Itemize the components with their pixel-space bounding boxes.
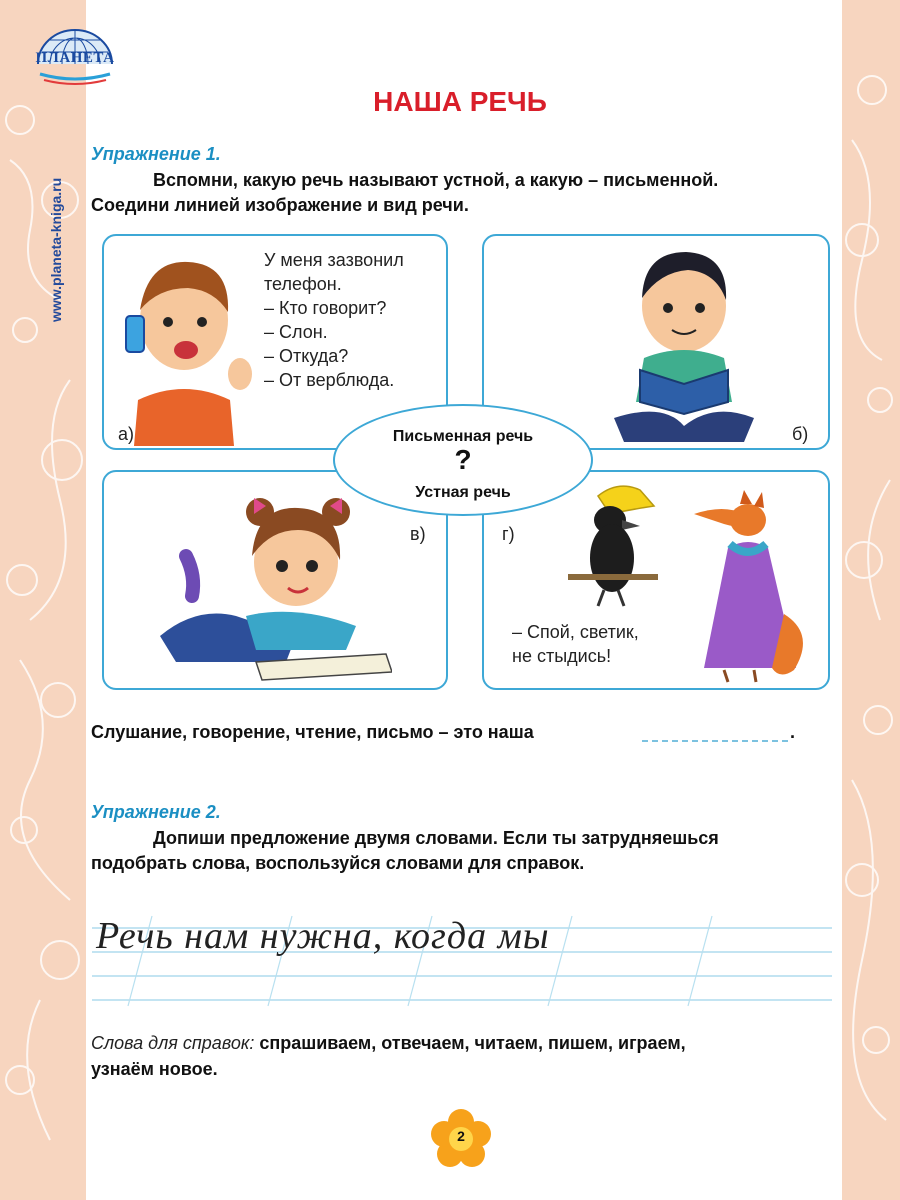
dialogue-line: – От верблюда. [264,370,395,390]
instruction-line: Соедини линией изображение и вид речи. [91,195,469,215]
logo-text: ПЛАНЕТА [35,50,115,66]
dialogue-line: У меня зазвонил [264,250,404,270]
instruction-line: подобрать слова, воспользуйся словами для справок. [91,853,585,873]
dialogue-line: – Откуда? [264,346,349,366]
right-ornament-border [842,0,900,1200]
question-mark: ? [454,444,472,475]
reference-word-list: спрашиваем, отвечаем, читаем, пишем, играем, [259,1033,686,1053]
publisher-url: www.planeta-kniga.ru [48,177,64,322]
card-g-label: г) [502,524,515,544]
page-title: НАША РЕЧЬ [373,86,547,117]
written-speech-option[interactable]: Письменная речь [392,428,534,445]
instruction-line: Допиши предложение двумя словами. Если ты затрудняешься [153,828,719,848]
speech-line: не стыдись! [512,646,612,666]
exercise-1-instruction [91,168,841,218]
script-sentence-start: Речь нам нужна, когда мы [96,915,550,957]
speech-type-ellipse [333,404,593,516]
phone-dialogue [264,248,404,392]
floral-pattern-icon [842,0,900,1200]
exercise-2-title: Упражнение 2. [91,802,221,822]
card-b-label: б) [792,424,809,444]
exercise-2-instruction [91,826,841,876]
reference-label: Слова для справок: [91,1033,255,1053]
dialogue-line: – Слон. [264,322,328,342]
floral-pattern-icon [0,0,86,1200]
exercise-1-title: Упражнение 1. [91,144,221,164]
dialogue-line: телефон. [264,274,342,294]
publisher-logo [30,26,120,88]
card-a-label: а) [118,424,135,444]
page-number: 2 [457,1128,465,1144]
dialogue-line: – Кто говорит? [264,298,387,318]
exercise-1-sentence: Слушание, говорение, чтение, письмо – это наша [91,722,534,742]
left-ornament-border [0,0,86,1200]
sentence-period: . [790,722,796,742]
answer-blank[interactable] [642,740,788,742]
fox-in-dress-icon [684,484,812,684]
reference-word-list-line2: узнаём новое. [91,1059,218,1079]
fox-speech [512,620,639,668]
boy-reading-book-icon [604,242,764,446]
instruction-line: Вспомни, какую речь называют устной, а какую – письменной. [153,170,719,190]
speech-line: – Спой, светик, [512,622,639,642]
reference-words [91,1030,841,1082]
girl-writing-icon [156,486,392,682]
boy-on-phone-icon [118,250,258,446]
oral-speech-option[interactable]: Устная речь [415,484,511,501]
card-v-label: в) [410,524,426,544]
